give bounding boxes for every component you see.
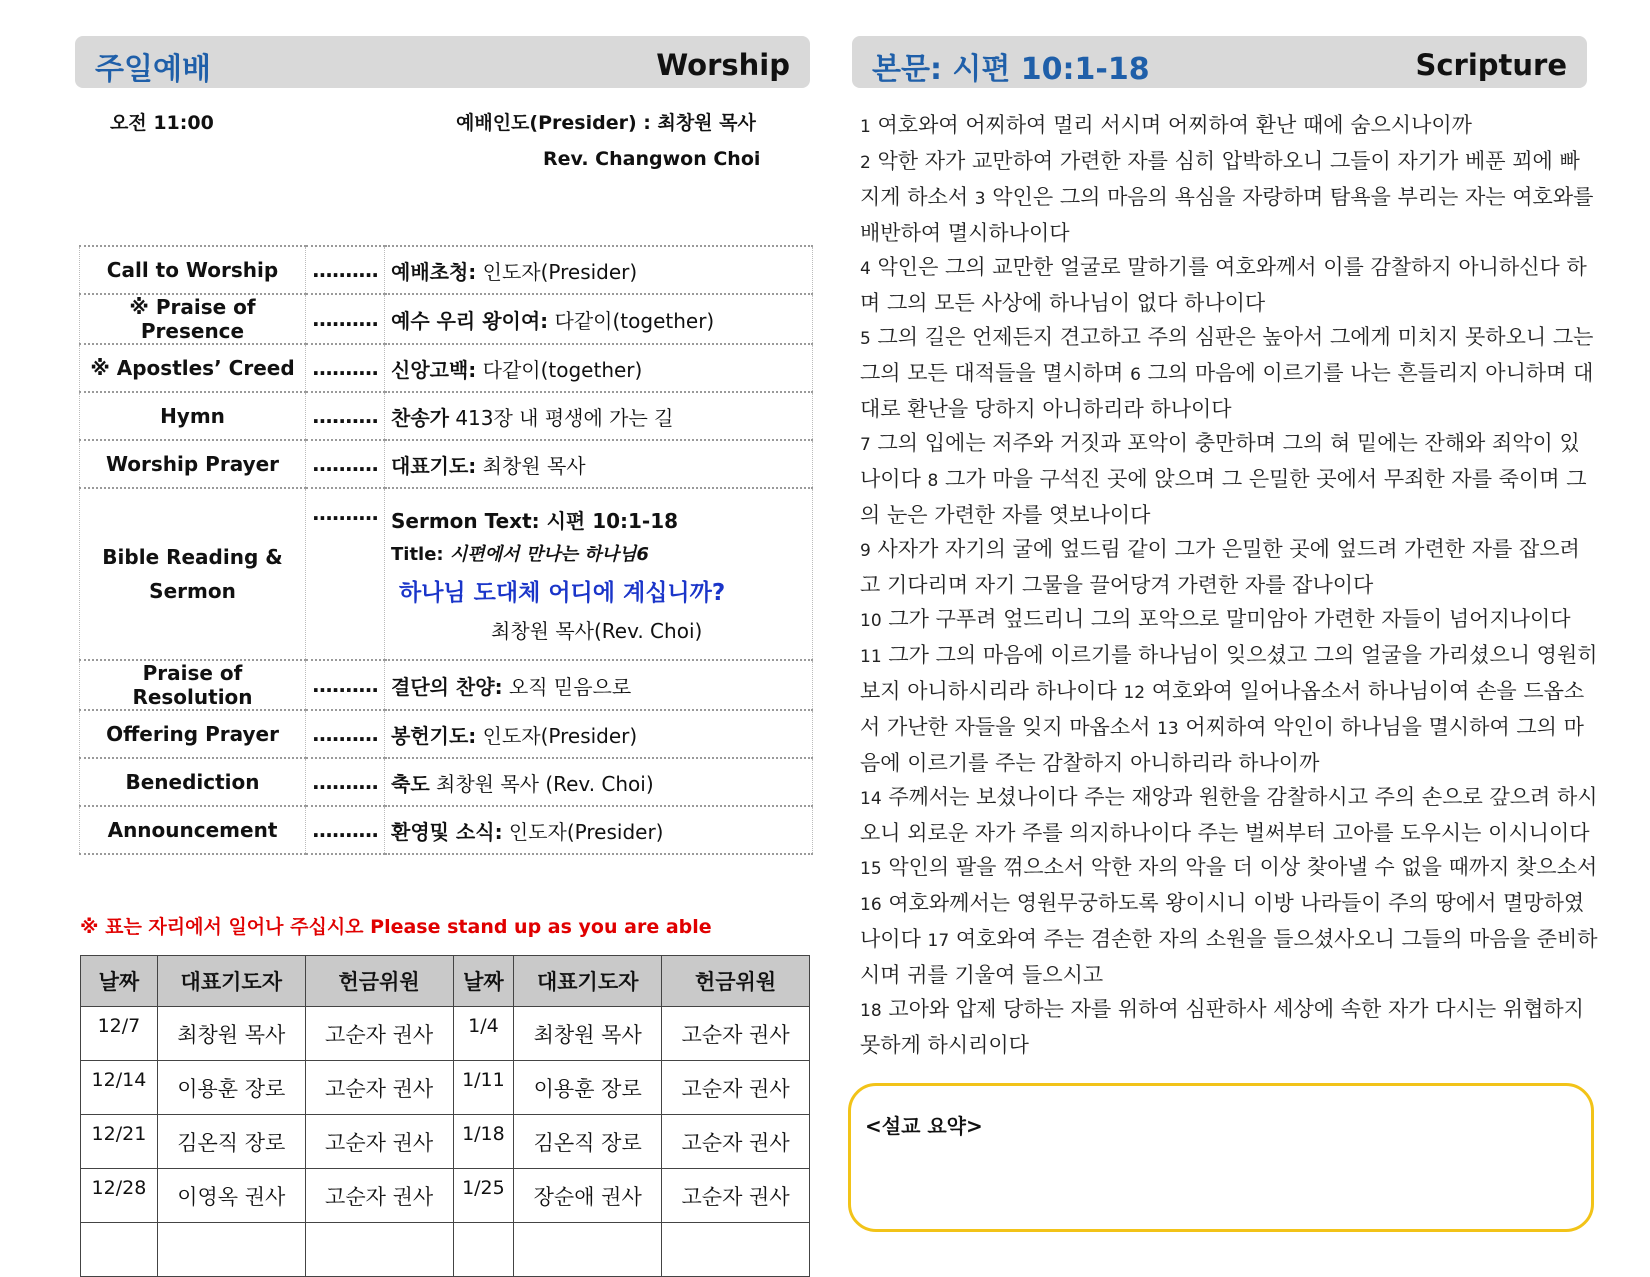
presider-line: 예배인도(Presider) : 최창원 목사 — [456, 112, 756, 134]
roster-row — [81, 1007, 810, 1061]
order-item-en: Benediction — [80, 758, 306, 806]
scripture-paragraph — [860, 532, 1600, 602]
order-item-ko — [385, 660, 813, 710]
roster-cell: 고순자 권사 — [662, 1061, 810, 1115]
order-item-ko-title: 예수 우리 왕이여: — [391, 308, 549, 333]
verse-number: 3 — [974, 189, 986, 209]
roster-cell: 이용훈 장로 — [514, 1061, 662, 1115]
roster-cell: 장순애 권사 — [514, 1169, 662, 1223]
roster-cell: 고순자 권사 — [305, 1169, 453, 1223]
verse-text: 여호와여 어찌하여 멀리 서시며 어찌하여 환난 때에 숨으시나이까 — [870, 113, 1472, 137]
roster-cell — [305, 1223, 453, 1277]
scripture-text — [860, 108, 1600, 1062]
order-item-ko-detail: 인도자(Presider) — [502, 819, 664, 844]
order-item-ko-detail: 인도자(Presider) — [476, 723, 638, 748]
order-dots: .......... — [306, 440, 385, 488]
order-item-en: ※ Praise of Presence — [80, 294, 306, 344]
scripture-header-ko: 본문: 시편 10:1-18 — [872, 52, 1150, 87]
roster-cell: 고순자 권사 — [305, 1007, 453, 1061]
verse-text: 악인은 그의 마음의 욕심을 자랑하며 탐욕을 부리는 자는 여호와를 배반하여 멸시하나이다 — [860, 185, 1594, 245]
scripture-paragraph — [860, 602, 1600, 638]
verse-number: 4 — [860, 259, 871, 279]
sermon-label — [80, 488, 306, 660]
roster-cell: 고순자 권사 — [305, 1115, 453, 1169]
verse-number: 15 — [860, 859, 882, 879]
order-item-ko — [385, 294, 813, 344]
roster-header-cell: 날짜 — [81, 956, 158, 1007]
order-row — [80, 246, 813, 294]
scripture-paragraph — [860, 780, 1600, 850]
verse-number: 8 — [927, 471, 939, 491]
order-item-ko-title: 찬송가 — [391, 405, 449, 430]
roster-cell — [157, 1223, 305, 1277]
order-item-en: Hymn — [80, 392, 306, 440]
order-row — [80, 344, 813, 392]
scripture-paragraph — [860, 144, 1600, 250]
stand-note: ※ 표는 자리에서 일어나 주십시오 Please stand up as you are able — [80, 916, 712, 938]
verse-number: 5 — [860, 329, 871, 349]
sermon-summary-label: <설교 요약> — [865, 1114, 983, 1138]
scripture-header-en: Scripture — [1415, 48, 1567, 82]
worship-header-ko: 주일예배 — [95, 52, 211, 87]
order-item-ko-detail: 최창원 목사 — [476, 453, 586, 478]
verse-text: 그가 마을 구석진 곳에 앉으며 그 은밀한 곳에서 무죄한 자를 죽이며 그의 눈은 가련한 자를 엿보나이다 — [860, 467, 1587, 527]
order-item-ko-detail: 다같이(together) — [476, 357, 643, 382]
scripture-paragraph — [860, 992, 1600, 1062]
order-row — [80, 660, 813, 710]
roster-cell: 김온직 장로 — [157, 1115, 305, 1169]
roster-cell: 12/14 — [81, 1061, 158, 1115]
verse-number: 7 — [860, 435, 871, 455]
verse-number: 6 — [1130, 365, 1141, 385]
verse-text: 사자가 자기의 굴에 엎드림 같이 그가 은밀한 곳에 엎드려 가련한 자를 잡으려고 기다리며 자기 그물을 끌어당겨 가련한 자를 잡나이다 — [860, 537, 1580, 597]
order-item-en: Call to Worship — [80, 246, 306, 294]
service-time: 오전 11:00 — [110, 112, 214, 134]
order-item-ko-title: 예배초청: — [391, 259, 477, 284]
order-item-ko-detail: 413장 내 평생에 가는 길 — [448, 405, 674, 430]
verse-text: 어찌하여 악인이 하나님을 멸시하여 그의 마음에 이르기를 주는 감찰하지 아니하리라 하나이까 — [860, 715, 1584, 775]
order-item-ko-detail: 오직 믿음으로 — [502, 674, 632, 699]
presider-en: Rev. Changwon Choi — [543, 148, 761, 170]
scripture-header — [852, 36, 1587, 88]
roster-header-cell: 대표기도자 — [514, 956, 662, 1007]
verse-text: 그의 길은 언제든지 견고하고 주의 심판은 높아서 그에게 미치지 못하오니 그는 그의 모든 대적들을 멸시하며 — [860, 325, 1594, 385]
order-item-ko-title: 결단의 찬양: — [391, 674, 503, 699]
roster-cell: 고순자 권사 — [662, 1115, 810, 1169]
verse-number: 16 — [860, 895, 882, 915]
order-row — [80, 294, 813, 344]
order-of-worship — [79, 245, 813, 855]
order-row — [80, 710, 813, 758]
order-item-ko-detail: 다같이(together) — [548, 308, 715, 333]
roster-row — [81, 1061, 810, 1115]
order-item-ko — [385, 246, 813, 294]
roster-cell: 최창원 목사 — [514, 1007, 662, 1061]
order-dots: .......... — [306, 758, 385, 806]
order-row — [80, 758, 813, 806]
order-dots: .......... — [306, 246, 385, 294]
order-item-ko — [385, 344, 813, 392]
verse-number: 17 — [927, 931, 950, 951]
roster-header-cell: 헌금위원 — [662, 956, 810, 1007]
order-dots: .......... — [306, 710, 385, 758]
sermon-preacher: 최창원 목사(Rev. Choi) — [491, 618, 703, 643]
verse-text: 그의 입에는 저주와 거짓과 포악이 충만하며 그의 혀 밑에는 잔해와 죄악이 있나이다 — [860, 431, 1580, 491]
order-dots: .......... — [306, 488, 385, 660]
roster-cell: 김온직 장로 — [514, 1115, 662, 1169]
roster-cell: 12/28 — [81, 1169, 158, 1223]
verse-text: 악한 자가 교만하여 가련한 자를 심히 압박하오니 그들이 자기가 베푼 꾀에 빠지게 하소서 — [860, 149, 1580, 209]
verse-number: 9 — [860, 541, 871, 561]
order-item-ko-title: 신앙고백: — [391, 357, 477, 382]
order-row — [80, 806, 813, 854]
order-item-en: ※ Apostles’ Creed — [80, 344, 306, 392]
roster-cell: 1/11 — [453, 1061, 514, 1115]
order-item-ko — [385, 806, 813, 854]
sermon-title-line — [391, 540, 812, 566]
roster-cell: 12/21 — [81, 1115, 158, 1169]
roster-cell: 고순자 권사 — [662, 1007, 810, 1061]
roster-row — [81, 1223, 810, 1277]
verse-number: 18 — [860, 1001, 882, 1021]
sermon-label-line2: Sermon — [149, 579, 236, 603]
sermon-details — [385, 488, 813, 660]
verse-text: 그가 그의 마음에 이르기를 하나님이 잊으셨고 그의 얼굴을 가리셨으니 영원히 보지 아니하시리라 하나이다 — [860, 643, 1598, 703]
order-item-en: Praise of Resolution — [80, 660, 306, 710]
roster-cell: 1/4 — [453, 1007, 514, 1061]
scripture-paragraph — [860, 426, 1600, 532]
order-item-en: Announcement — [80, 806, 306, 854]
scripture-paragraph — [860, 108, 1600, 144]
verse-number: 2 — [860, 153, 871, 173]
roster-cell: 12/7 — [81, 1007, 158, 1061]
verse-text: 여호와여 주는 겸손한 자의 소원을 들으셨사오니 그들의 마음을 준비하시며 귀를 기울여 들으시고 — [860, 927, 1598, 987]
verse-number: 1 — [860, 117, 871, 137]
order-dots: .......... — [306, 660, 385, 710]
verse-number: 13 — [1157, 719, 1179, 739]
roster-cell: 고순자 권사 — [305, 1061, 453, 1115]
roster-cell — [453, 1223, 514, 1277]
roster-cell: 고순자 권사 — [662, 1169, 810, 1223]
roster-cell: 이영옥 권사 — [157, 1169, 305, 1223]
order-item-ko-title: 봉헌기도: — [391, 723, 477, 748]
sermon-text: Sermon Text: 시편 10:1-18 — [391, 508, 679, 533]
scripture-paragraph — [860, 638, 1600, 780]
sermon-title-label: Title: — [391, 543, 450, 565]
roster-cell: 1/18 — [453, 1115, 514, 1169]
order-item-ko — [385, 710, 813, 758]
verse-number: 10 — [860, 611, 882, 631]
scripture-paragraph — [860, 320, 1600, 426]
scripture-paragraph — [860, 850, 1600, 992]
order-item-ko-detail: 최창원 목사 (Rev. Choi) — [429, 771, 654, 796]
verse-number: 11 — [860, 647, 882, 667]
roster-header-cell: 헌금위원 — [305, 956, 453, 1007]
scripture-paragraph — [860, 250, 1600, 320]
order-item-ko-detail: 인도자(Presider) — [476, 259, 638, 284]
order-item-ko — [385, 758, 813, 806]
roster-row — [81, 1169, 810, 1223]
order-dots: .......... — [306, 806, 385, 854]
order-row — [80, 392, 813, 440]
roster-row — [81, 1115, 810, 1169]
order-item-en: Offering Prayer — [80, 710, 306, 758]
sermon-summary-box — [848, 1083, 1594, 1232]
roster-header-cell: 대표기도자 — [157, 956, 305, 1007]
verse-number: 14 — [860, 789, 882, 809]
verse-text: 주께서는 보셨나이다 주는 재앙과 원한을 감찰하시고 주의 손으로 갚으려 하시오니 외로운 자가 주를 의지하나이다 주는 벌써부터 고아를 도우시는 이시니이다 — [860, 785, 1598, 845]
order-dots: .......... — [306, 392, 385, 440]
sermon-title-value: 시편에서 만나는 하나님6 — [449, 543, 649, 565]
order-item-ko-title: 환영및 소식: — [391, 819, 503, 844]
order-item-ko — [385, 440, 813, 488]
verse-number: 12 — [1123, 683, 1146, 703]
order-item-ko — [385, 392, 813, 440]
roster-cell — [662, 1223, 810, 1277]
order-item-en: Worship Prayer — [80, 440, 306, 488]
order-row — [80, 440, 813, 488]
verse-text: 고아와 압제 당하는 자를 위하여 심판하사 세상에 속한 자가 다시는 위협하지 못하게 하시리이다 — [860, 997, 1584, 1057]
verse-text: 악인은 그의 교만한 얼굴로 말하기를 여호와께서 이를 감찰하지 아니하신다 하며 그의 모든 사상에 하나님이 없다 하나이다 — [860, 255, 1587, 315]
sermon-main-title: 하나님 도대체 어디에 계십니까? — [399, 579, 726, 606]
order-row-sermon — [80, 488, 813, 660]
verse-text: 여호와여 일어나옵소서 하나님이여 손을 드옵소서 가난한 자들을 잊지 마옵소서 — [860, 679, 1585, 739]
roster-cell: 이용훈 장로 — [157, 1061, 305, 1115]
worship-header — [75, 36, 810, 88]
sermon-text-line — [391, 505, 812, 534]
verse-text: 그의 마음에 이르기를 나는 흔들리지 아니하며 대대로 환난을 당하지 아니하리라 하나이다 — [860, 361, 1594, 421]
order-item-ko-title: 축도 — [391, 771, 430, 796]
verse-text: 악인의 팔을 꺾으소서 악한 자의 악을 더 이상 찾아낼 수 없을 때까지 찾으소서 — [881, 855, 1598, 879]
sermon-label-line1: Bible Reading & — [102, 545, 283, 569]
order-dots: .......... — [306, 344, 385, 392]
worship-header-en: Worship — [656, 48, 790, 82]
duty-roster-table — [80, 955, 810, 1277]
roster-cell: 최창원 목사 — [157, 1007, 305, 1061]
order-dots: .......... — [306, 294, 385, 344]
roster-header-cell: 날짜 — [453, 956, 514, 1007]
roster-cell — [81, 1223, 158, 1277]
verse-text: 여호와께서는 영원무궁하도록 왕이시니 이방 나라들이 주의 땅에서 멸망하였나이다 — [860, 891, 1585, 951]
roster-cell: 1/25 — [453, 1169, 514, 1223]
verse-text: 그가 구푸려 엎드리니 그의 포악으로 말미암아 가련한 자들이 넘어지나이다 — [881, 607, 1571, 631]
roster-cell — [514, 1223, 662, 1277]
order-item-ko-title: 대표기도: — [391, 453, 477, 478]
